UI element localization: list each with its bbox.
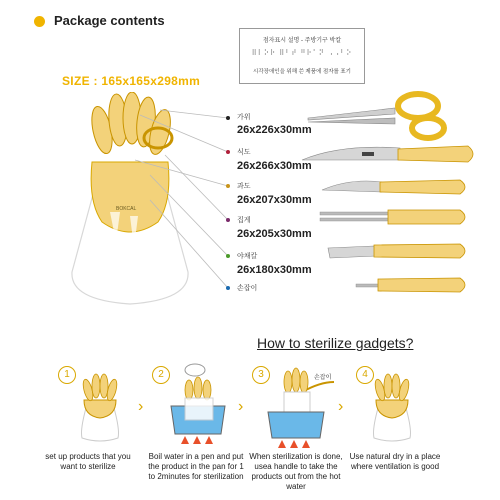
size-label: SIZE : 165x165x298mm [62, 74, 201, 88]
item-name-chef-knife: 식도 [237, 149, 251, 156]
item-dims-paring-knife: 26x207x30mm [237, 194, 312, 206]
step-arrow-2-icon: › [238, 398, 244, 415]
item-name-peeler: 야채칼 [237, 253, 258, 260]
step-3-caption: When sterilization is done, usea handle to take the products out from the hot water [249, 452, 343, 491]
marker-handle [226, 286, 230, 290]
step-3-number: 3 [252, 366, 270, 384]
step-4-dry-stand-icon [362, 372, 422, 444]
item-name-scissors: 가위 [237, 114, 251, 121]
step-4-caption: Use natural dry in a place where ventilation is good [349, 452, 441, 471]
item-dims-scissors: 26x226x30mm [237, 124, 312, 136]
marker-paring-knife [226, 184, 230, 188]
chef-knife-brand-mark [362, 152, 374, 156]
step-1-stand-icon [70, 372, 130, 444]
step-2-number: 2 [152, 366, 170, 384]
stand-brand-label: BOKCAL [116, 206, 137, 212]
item-dims-chef-knife: 26x266x30mm [237, 160, 312, 172]
marker-tongs [226, 218, 230, 222]
marker-chef-knife [226, 150, 230, 154]
step-4-number: 4 [356, 366, 374, 384]
marker-peeler [226, 254, 230, 258]
marker-scissors [226, 116, 230, 120]
chef-knife-icon [302, 146, 473, 162]
tools-illustration [300, 88, 480, 303]
item-name-paring-knife: 과도 [237, 183, 251, 190]
tongs-icon [320, 210, 465, 224]
step-arrow-1-icon: › [138, 398, 144, 415]
braille-card-title: 점자표시 설명 - 주방기구 박칼 [262, 38, 342, 44]
handle-tool-icon [356, 278, 465, 292]
step-1-number: 1 [58, 366, 76, 384]
paring-knife-icon [322, 180, 465, 194]
page-title: Package contents [54, 13, 165, 28]
step-arrow-3-icon: › [338, 398, 344, 415]
item-name-tongs: 집게 [237, 217, 251, 224]
scissors-icon [308, 94, 444, 138]
step-2-boiling-pot-icon [165, 360, 231, 448]
sterilize-title: How to sterilize gadgets? [257, 335, 414, 351]
item-dims-peeler: 26x180x30mm [237, 264, 312, 276]
step-3-handle-tag: 손잡이 [314, 375, 332, 381]
item-name-handle: 손잡이 [237, 285, 258, 292]
braille-dots-icon: ⠿⠇⠕⠗ ⠿⠃⠞ ⠛⠗⠁⠝ ⠠⠠⠃⠕ [251, 50, 353, 57]
step-3-lift-out-icon [262, 362, 342, 450]
peeler-icon [328, 244, 465, 258]
braille-card-note: 시각장애인을 위해 쓴 제품에 점자를 표기 [253, 69, 351, 75]
step-1-caption: set up products that you want to sterilize [45, 452, 131, 471]
item-dims-tongs: 26x205x30mm [237, 228, 312, 240]
step-2-caption: Boil water in a pen and put the product in the pan for 1 to 2minutes for sterilization [148, 452, 244, 481]
